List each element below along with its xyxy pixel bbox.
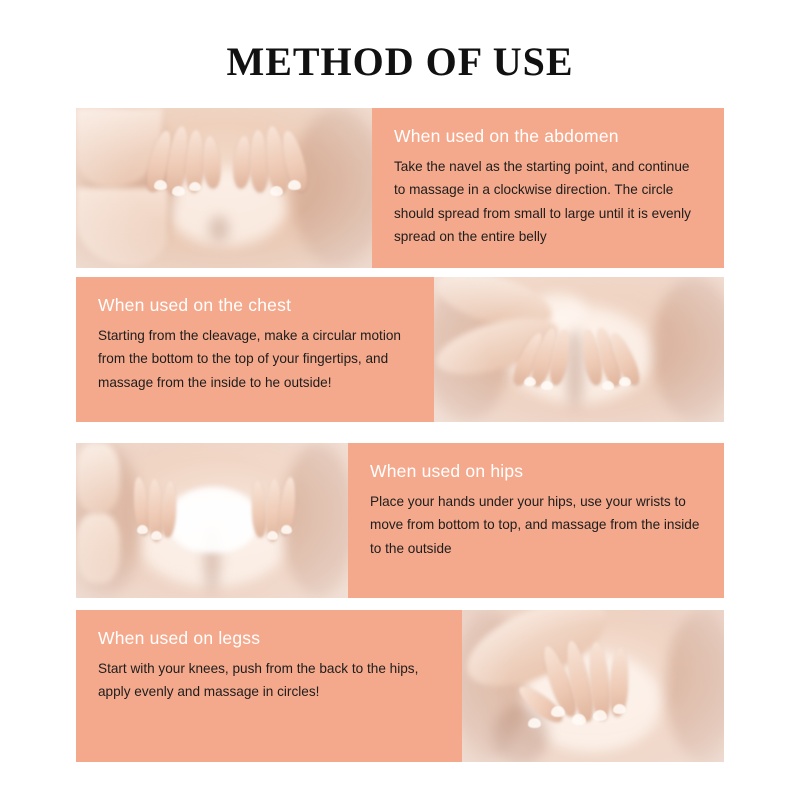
page-title: METHOD OF USE [226,39,574,84]
hips-body: Place your hands under your hips, use your wrists to move from bottom to top, and massage from the inside to the outside [370,494,700,556]
section-chest [76,277,724,422]
legs-photo [462,610,724,762]
hips-heading: When used on hips [370,461,524,481]
chest-heading: When used on the chest [98,295,292,315]
hips-text-panel [348,443,724,598]
legs-text-panel [76,610,462,762]
legs-heading: When used on legss [98,628,261,648]
abdomen-photo [76,108,372,268]
section-abdomen [76,108,724,268]
abdomen-heading: When used on the abdomen [394,126,619,146]
abdomen-text-panel [372,108,724,268]
chest-text-panel [76,277,434,422]
chest-photo [434,277,724,422]
section-legs [76,610,724,762]
section-hips [76,443,724,598]
chest-body: Starting from the cleavage, make a circular motion from the bottom to the top of your fingertips, and massage from the inside to he outside! [98,328,401,390]
hips-photo [76,443,348,598]
legs-body: Start with your knees, push from the back to the hips, apply evenly and massage in circles! [98,661,419,700]
abdomen-body: Take the navel as the starting point, and continue to massage in a clockwise direction. The circle should spread from small to large until it is evenly spread on the entire belly [394,159,691,245]
